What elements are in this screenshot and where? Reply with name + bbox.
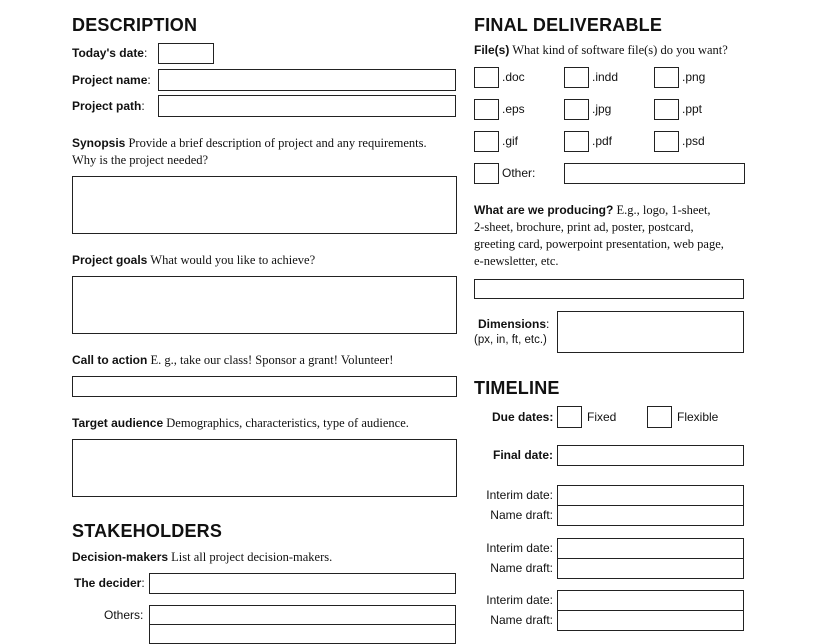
description-heading: DESCRIPTION [72, 15, 198, 35]
ppt-label: .ppt [682, 102, 703, 116]
final-date-field[interactable] [557, 445, 744, 466]
eps-checkbox[interactable] [474, 99, 499, 120]
gif-label: .gif [502, 134, 519, 148]
project-goals-label: Project goals What would you like to achieve? [72, 253, 316, 267]
indd-checkbox[interactable] [564, 67, 589, 88]
other-label: Other: [502, 166, 536, 180]
project-path-label: Project path: [72, 99, 145, 113]
png-label: .png [682, 70, 706, 84]
dimensions-field[interactable] [557, 311, 744, 353]
name-draft-label-1: Name draft: [490, 508, 553, 522]
todays-date-label: Today's date: [72, 46, 148, 60]
pdf-label: .pdf [592, 134, 613, 148]
jpg-checkbox[interactable] [564, 99, 589, 120]
pdf-checkbox[interactable] [564, 131, 589, 152]
psd-label: .psd [682, 134, 705, 148]
ppt-checkbox[interactable] [654, 99, 679, 120]
project-name-field[interactable] [158, 69, 456, 91]
files-label: File(s) What kind of software file(s) do you want? [474, 43, 728, 57]
psd-checkbox[interactable] [654, 131, 679, 152]
name-draft-field-2[interactable] [557, 558, 744, 579]
name-draft-label-3: Name draft: [490, 613, 553, 627]
name-draft-field-3[interactable] [557, 610, 744, 631]
target-audience-label: Target audience Demographics, characteristics, type of audience. [72, 416, 409, 430]
png-checkbox[interactable] [654, 67, 679, 88]
interim-date-field-1[interactable] [557, 485, 744, 506]
eps-label: .eps [502, 102, 525, 116]
fixed-label: Fixed [587, 410, 617, 424]
project-name-label: Project name: [72, 73, 151, 87]
stakeholders-heading: STAKEHOLDERS [72, 521, 223, 541]
call-to-action-field[interactable] [72, 376, 457, 397]
project-goals-field[interactable] [72, 276, 457, 334]
fixed-checkbox[interactable] [557, 406, 582, 428]
producing-label: What are we producing? E.g., logo, 1-sheet, 2-sheet, brochure, print ad, poster, postcard, greeting card, powerpoint presentation, web page, e-newsletter, etc. [474, 203, 724, 268]
decider-field[interactable] [149, 573, 456, 594]
final-date-label: Final date: [493, 448, 554, 462]
jpg-label: .jpg [592, 102, 612, 116]
due-dates-label: Due dates: [492, 410, 554, 424]
flexible-checkbox[interactable] [647, 406, 672, 428]
doc-label: .doc [502, 70, 525, 84]
name-draft-field-1[interactable] [557, 505, 744, 526]
interim-date-field-2[interactable] [557, 538, 744, 559]
interim-date-field-3[interactable] [557, 590, 744, 611]
doc-checkbox[interactable] [474, 67, 499, 88]
others-label: Others: [104, 608, 144, 622]
synopsis-label: Synopsis Provide a brief description of project and any requirements. Why is the project needed? [72, 136, 427, 167]
flexible-label: Flexible [677, 410, 719, 424]
dimensions-label: Dimensions: [478, 317, 550, 331]
target-audience-field[interactable] [72, 439, 457, 497]
project-path-field[interactable] [158, 95, 456, 117]
others-field-1[interactable] [149, 605, 456, 625]
synopsis-field[interactable] [72, 176, 457, 234]
indd-label: .indd [592, 70, 619, 84]
interim-date-label-3: Interim date: [486, 593, 553, 607]
others-field-2[interactable] [149, 624, 456, 644]
decision-makers-label: Decision-makers List all project decision-makers. [72, 550, 333, 564]
timeline-heading: TIMELINE [474, 378, 560, 398]
todays-date-field[interactable] [158, 43, 214, 64]
decider-label: The decider: [74, 576, 145, 590]
gif-checkbox[interactable] [474, 131, 499, 152]
final-deliverable-heading: FINAL DELIVERABLE [474, 15, 663, 35]
producing-field[interactable] [474, 279, 744, 299]
call-to-action-label: Call to action E. g., take our class! Sponsor a grant! Volunteer! [72, 353, 394, 367]
name-draft-label-2: Name draft: [490, 561, 553, 575]
other-checkbox[interactable] [474, 163, 499, 184]
other-field[interactable] [564, 163, 745, 184]
dimensions-units: (px, in, ft, etc.) [474, 334, 547, 346]
interim-date-label-2: Interim date: [486, 541, 553, 555]
interim-date-label-1: Interim date: [486, 488, 553, 502]
